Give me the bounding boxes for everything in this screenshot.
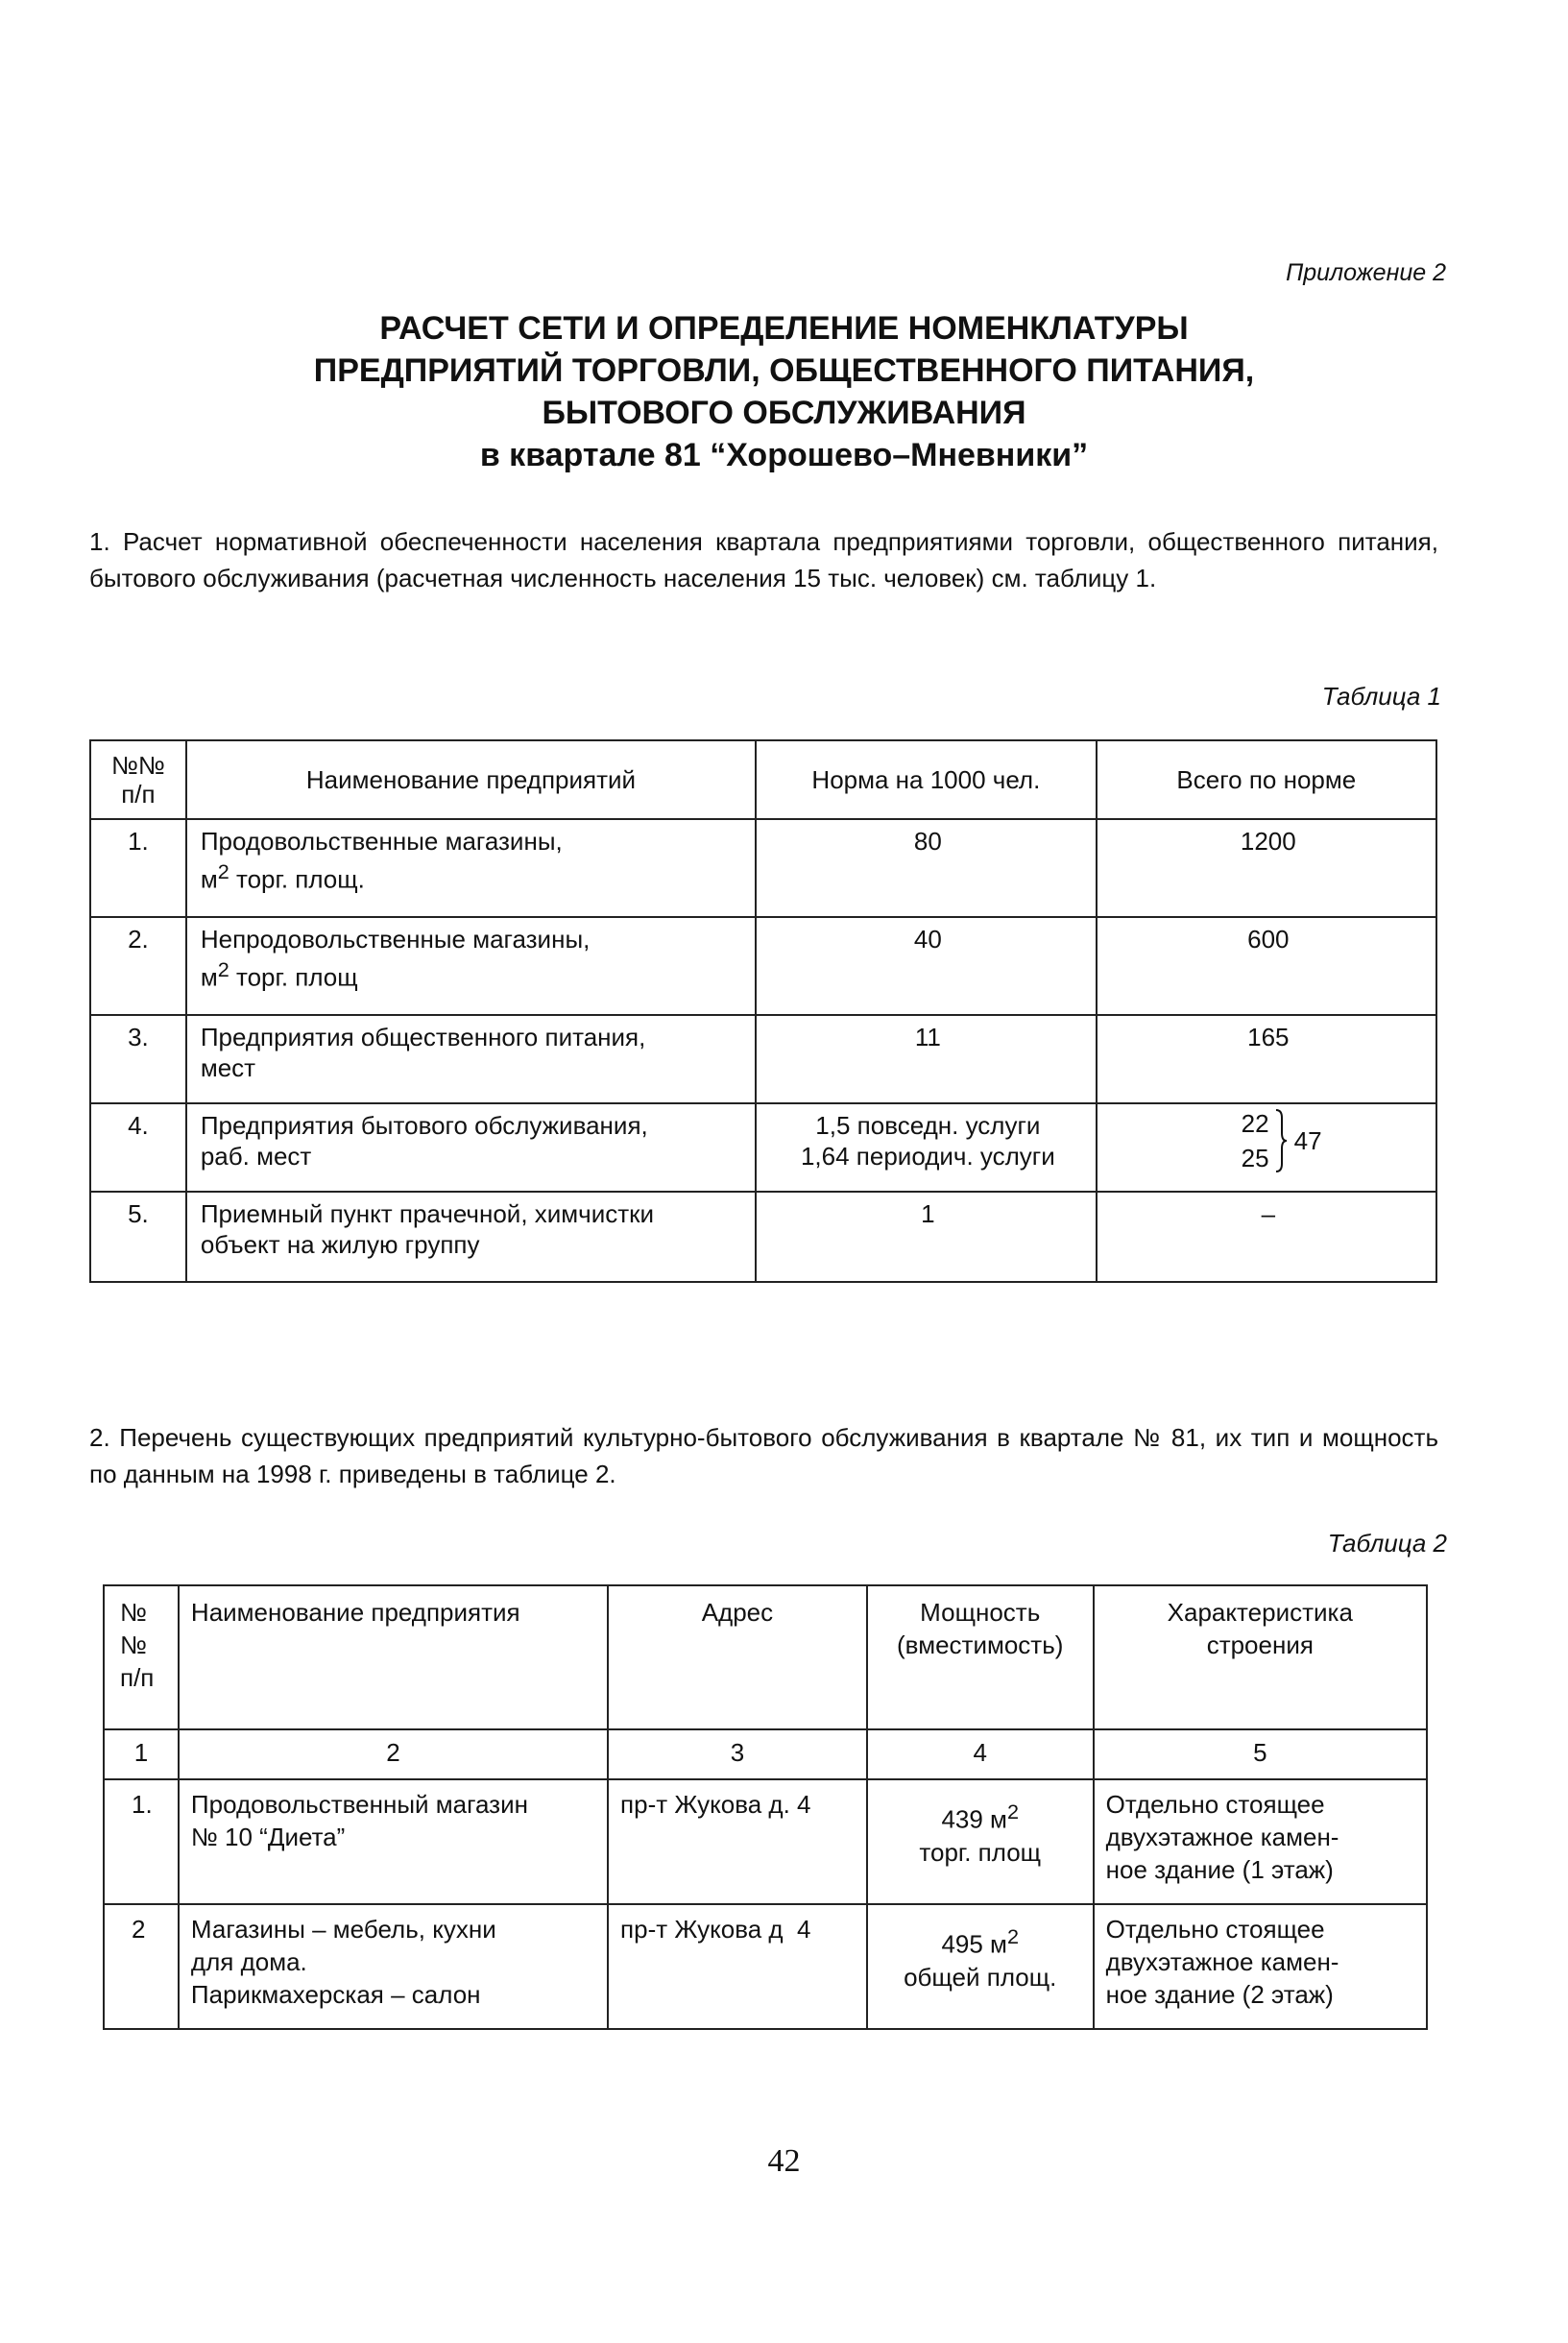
header-name: Наименование предприятий bbox=[186, 740, 756, 819]
row-characteristic-line-3: ное здание (2 этаж) bbox=[1105, 1980, 1334, 2009]
header-number bbox=[104, 1585, 179, 1729]
row-name bbox=[186, 1103, 756, 1192]
table-1 bbox=[89, 739, 1437, 1283]
appendix-label: Приложение 2 bbox=[1286, 259, 1446, 286]
row-norm: 11 bbox=[756, 1015, 1097, 1103]
table-2 bbox=[103, 1584, 1428, 2030]
row-name-line-3: Парикмахерская – салон bbox=[190, 1980, 481, 2009]
header-number bbox=[90, 740, 186, 819]
row-characteristic-line-1: Отдельно стоящее bbox=[1105, 1790, 1325, 1819]
row-capacity-unit: общей площ. bbox=[904, 1962, 1057, 1992]
row-number: 5. bbox=[90, 1192, 186, 1282]
row-name-unit: м bbox=[200, 864, 218, 894]
row-capacity-sup: 2 bbox=[1006, 1924, 1019, 1948]
title-line-4: в квартале 81 “Хорошево–Мневники” bbox=[479, 437, 1089, 473]
row-norm: 1 bbox=[756, 1192, 1097, 1282]
row-total: 600 bbox=[1097, 917, 1436, 1015]
row-capacity-unit: торг. площ bbox=[919, 1837, 1042, 1867]
row-name-line-1: Предприятия бытового обслуживания, bbox=[200, 1111, 648, 1140]
header-name: Наименование предприятия bbox=[179, 1585, 608, 1729]
row-characteristic bbox=[1094, 1779, 1427, 1904]
row-name-unit-sup: 2 bbox=[217, 957, 229, 981]
table-2-index-row bbox=[104, 1729, 1427, 1779]
row-name bbox=[186, 917, 756, 1015]
table-row bbox=[90, 1192, 1436, 1282]
row-name-line-1: Магазины – мебель, кухни bbox=[190, 1915, 496, 1944]
row-number: 2 bbox=[104, 1904, 179, 2029]
column-index: 1 bbox=[104, 1729, 179, 1779]
row-characteristic-line-2: двухэтажное камен- bbox=[1105, 1823, 1339, 1851]
row-total: 165 bbox=[1097, 1015, 1436, 1103]
row-name-line-2: объект на жилую группу bbox=[200, 1230, 480, 1259]
total-bracket-values bbox=[1242, 1106, 1269, 1175]
total-sum: 47 bbox=[1293, 1126, 1322, 1155]
table-row bbox=[90, 1103, 1436, 1192]
header-capacity-line-2: (вместимость) bbox=[897, 1630, 1064, 1659]
table-row bbox=[90, 917, 1436, 1015]
row-capacity-value: 439 м bbox=[941, 1804, 1007, 1834]
row-capacity-sup: 2 bbox=[1006, 1800, 1019, 1824]
table-1-header-row bbox=[90, 740, 1436, 819]
page-number: 42 bbox=[767, 2143, 801, 2179]
table-row bbox=[90, 819, 1436, 917]
header-capacity-line-1: Мощность bbox=[920, 1598, 1041, 1627]
row-name-unit-post: торг. площ. bbox=[229, 864, 365, 894]
row-name-line-1: Предприятия общественного питания, bbox=[200, 1023, 646, 1051]
row-name-unit-post: торг. площ bbox=[229, 962, 358, 992]
row-name bbox=[186, 1015, 756, 1103]
row-name-text: Непродовольственные магазины, bbox=[200, 925, 591, 954]
row-number: 1. bbox=[104, 1779, 179, 1904]
header-number-line-2: п/п bbox=[121, 780, 156, 809]
row-name bbox=[186, 1192, 756, 1282]
row-name-line-2: для дома. bbox=[190, 1947, 307, 1976]
row-characteristic-line-1: Отдельно стоящее bbox=[1105, 1915, 1325, 1944]
row-name-line-2: раб. мест bbox=[200, 1142, 312, 1171]
row-address: пр-т Жукова д. 4 bbox=[608, 1779, 867, 1904]
header-number-line-2: № bbox=[120, 1630, 147, 1659]
row-norm: 80 bbox=[756, 819, 1097, 917]
row-address: пр-т Жукова д 4 bbox=[608, 1904, 867, 2029]
row-characteristic-line-2: двухэтажное камен- bbox=[1105, 1947, 1339, 1976]
table-row bbox=[90, 1015, 1436, 1103]
header-number-line-3: п/п bbox=[120, 1663, 155, 1692]
paragraph-2: 2. Перечень существующих предприятий культурно-бытового обслуживания в квартале № 81, их тип и мощность по данным на 1998 г. приведены в таблице 2. bbox=[89, 1423, 1438, 1488]
table-row bbox=[104, 1904, 1427, 2029]
row-number: 4. bbox=[90, 1103, 186, 1192]
header-characteristic-line-1: Характеристика bbox=[1167, 1598, 1353, 1627]
header-characteristic bbox=[1094, 1585, 1427, 1729]
total-value-a: 22 bbox=[1241, 1109, 1269, 1138]
header-number-line-1: № bbox=[120, 1598, 147, 1627]
row-name-line-1: Приемный пункт прачечной, химчистки bbox=[200, 1199, 655, 1228]
row-characteristic-line-3: ное здание (1 этаж) bbox=[1105, 1855, 1334, 1884]
header-characteristic-line-2: строения bbox=[1206, 1630, 1314, 1659]
title-line-2: ПРЕДПРИЯТИЙ ТОРГОВЛИ, ОБЩЕСТВЕННОГО ПИТАНИЯ, bbox=[313, 352, 1255, 389]
curly-brace-icon bbox=[1274, 1108, 1288, 1173]
row-name-unit-sup: 2 bbox=[217, 859, 229, 883]
row-name-line-2: № 10 “Диета” bbox=[190, 1823, 346, 1851]
column-index: 2 bbox=[179, 1729, 608, 1779]
row-total: 1200 bbox=[1097, 819, 1436, 917]
header-capacity bbox=[867, 1585, 1094, 1729]
row-capacity bbox=[867, 1779, 1094, 1904]
row-number: 2. bbox=[90, 917, 186, 1015]
row-capacity-value: 495 м bbox=[941, 1929, 1007, 1959]
table-2-header-row bbox=[104, 1585, 1427, 1729]
row-name-unit: м bbox=[200, 962, 218, 992]
header-total: Всего по норме bbox=[1097, 740, 1436, 819]
total-value-b: 25 bbox=[1241, 1144, 1269, 1172]
row-total bbox=[1097, 1103, 1436, 1192]
row-name bbox=[186, 819, 756, 917]
title-line-3: БЫТОВОГО ОБСЛУЖИВАНИЯ bbox=[542, 395, 1026, 431]
row-characteristic bbox=[1094, 1904, 1427, 2029]
table-2-caption: Таблица 2 bbox=[1327, 1529, 1447, 1558]
row-norm: 40 bbox=[756, 917, 1097, 1015]
paragraph-1: 1. Расчет нормативной обеспеченности населения квартала предприятиями торговли, общественного питания, бытового обслуживания (расчетная численность населения 15 тыс. человек) см. таблицу 1. bbox=[89, 527, 1438, 592]
column-index: 5 bbox=[1094, 1729, 1427, 1779]
row-total: – bbox=[1097, 1192, 1436, 1282]
total-bracket-group bbox=[1098, 1106, 1435, 1177]
row-name-line-1: Продовольственный магазин bbox=[190, 1790, 528, 1819]
row-name-text: Продовольственные магазины, bbox=[200, 827, 563, 856]
row-number: 3. bbox=[90, 1015, 186, 1103]
row-name bbox=[179, 1904, 608, 2029]
row-name-line-2: мест bbox=[200, 1053, 256, 1082]
document-title bbox=[0, 307, 1568, 476]
header-number-line-1: №№ bbox=[111, 751, 165, 780]
row-norm bbox=[756, 1103, 1097, 1192]
row-norm-line-2: 1,64 периодич. услуги bbox=[800, 1142, 1055, 1171]
title-line-1: РАСЧЕТ СЕТИ И ОПРЕДЕЛЕНИЕ НОМЕНКЛАТУРЫ bbox=[379, 310, 1189, 347]
row-name bbox=[179, 1779, 608, 1904]
table-1-caption: Таблица 1 bbox=[1321, 682, 1441, 711]
column-index: 4 bbox=[867, 1729, 1094, 1779]
column-index: 3 bbox=[608, 1729, 867, 1779]
row-number: 1. bbox=[90, 819, 186, 917]
header-norm: Норма на 1000 чел. bbox=[756, 740, 1097, 819]
row-norm-line-1: 1,5 повседн. услуги bbox=[815, 1111, 1041, 1140]
header-address: Адрес bbox=[608, 1585, 867, 1729]
row-capacity bbox=[867, 1904, 1094, 2029]
table-row bbox=[104, 1779, 1427, 1904]
